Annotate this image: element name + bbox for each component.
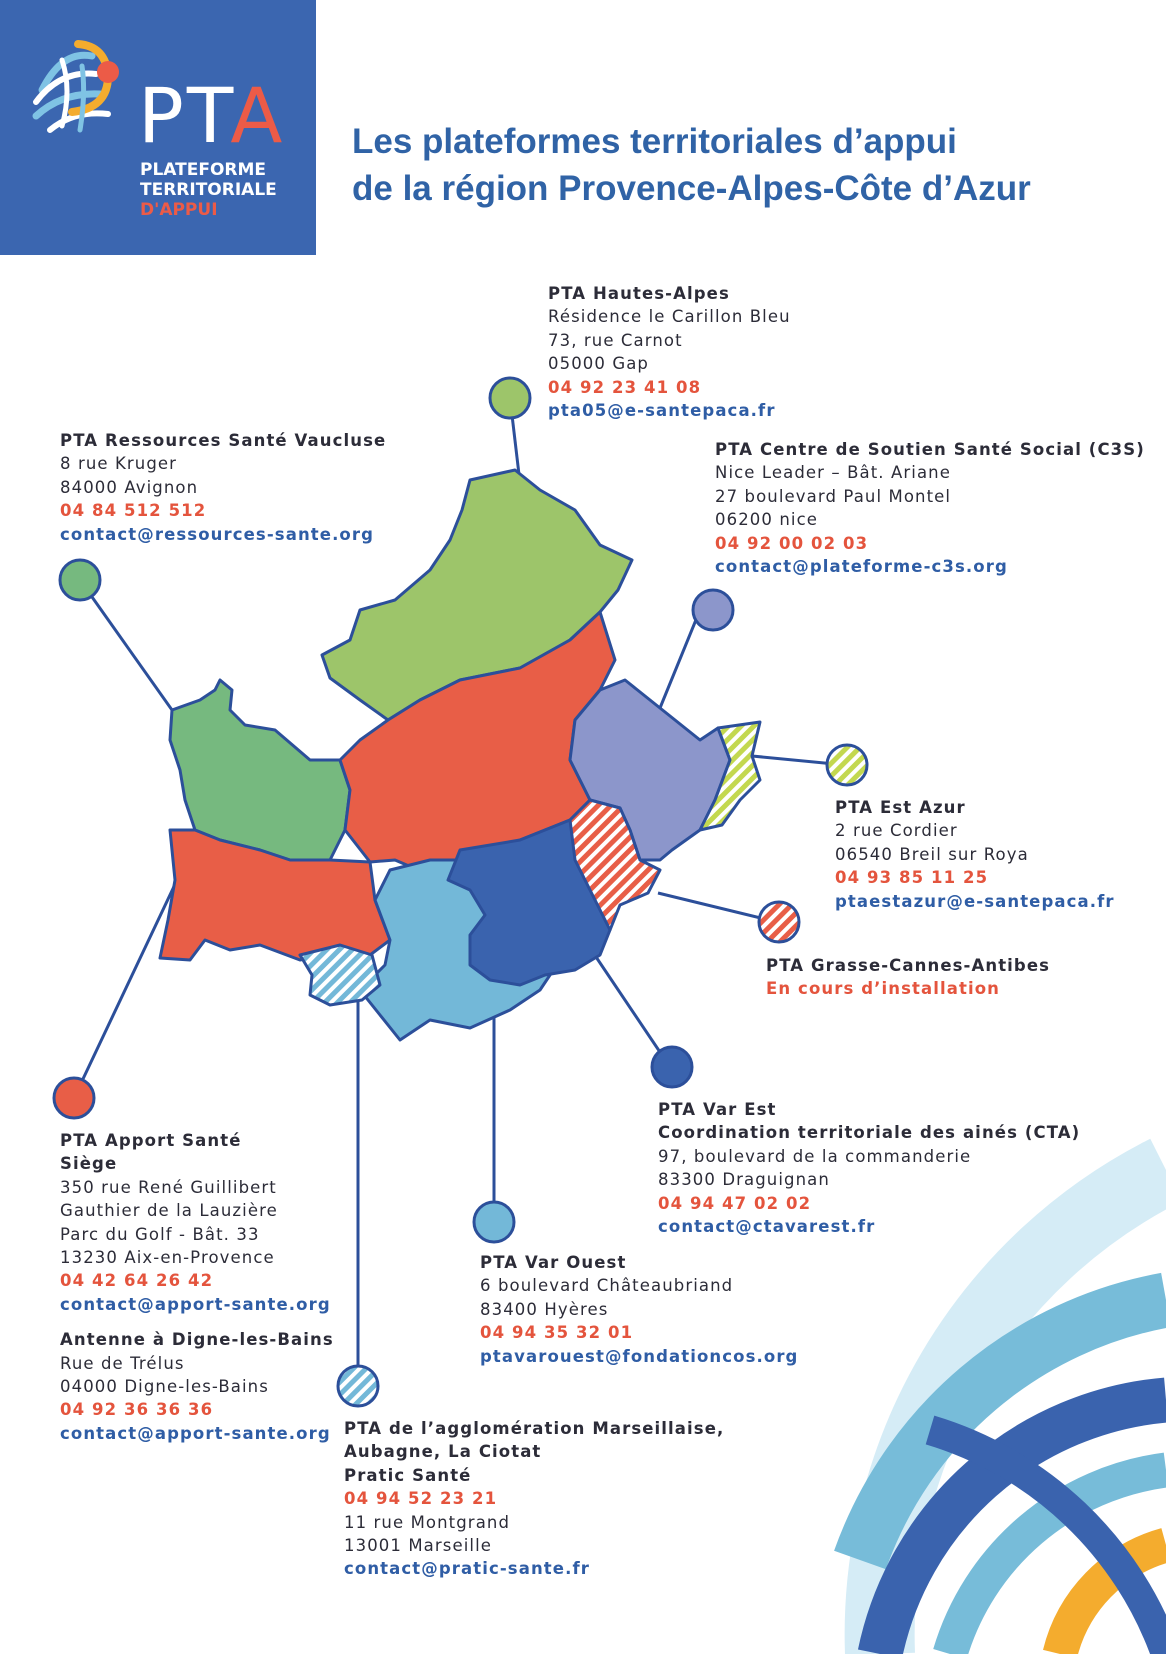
card-grasse-cannes-antibes <box>766 954 1050 1001</box>
card-phone[interactable]: 04 92 00 02 03 <box>715 533 869 553</box>
logo-line-2: TERRITORIALE <box>140 180 277 200</box>
card-phone[interactable]: 04 94 47 02 02 <box>658 1193 812 1213</box>
card-subtitle: Coordination territoriale des ainés (CTA) <box>658 1123 1081 1143</box>
card-address: 27 boulevard Paul Montel <box>715 486 952 506</box>
card-address: Résidence le Carillon Bleu <box>548 307 791 327</box>
card-address: 350 rue René Guillibert <box>60 1177 277 1197</box>
card-address: 11 rue Montgrand <box>344 1512 511 1532</box>
page-title-line-1: Les plateformes territoriales d’appui <box>352 122 957 161</box>
card-var-est <box>658 1098 1080 1238</box>
card-marseille <box>344 1417 724 1581</box>
card-email[interactable]: pta05@e-santepaca.fr <box>548 401 776 421</box>
card-city: 13001 Marseille <box>344 1536 493 1556</box>
card-hautes-alpes <box>548 282 791 422</box>
card-name: PTA Grasse-Cannes-Antibes <box>766 956 1051 975</box>
card-apport-sante <box>60 1129 334 1445</box>
card-phone[interactable]: 04 94 35 32 01 <box>480 1323 634 1343</box>
logo-line-1: PLATEFORME <box>140 160 267 180</box>
card-email[interactable]: contact@ressources-sante.org <box>60 524 375 544</box>
card-address: Nice Leader – Bât. Ariane <box>715 463 951 483</box>
card-name: PTA Var Est <box>658 1100 777 1119</box>
card-name: PTA Var Ouest <box>480 1253 627 1272</box>
card-phone[interactable]: 04 42 64 26 42 <box>60 1271 214 1291</box>
page-title-line-2: de la région Provence-Alpes-Côte d’Azur <box>352 169 1031 208</box>
card-address: 8 rue Kruger <box>60 454 178 474</box>
card-address: 73, rue Carnot <box>548 330 683 350</box>
card-phone[interactable]: 04 92 23 41 08 <box>548 377 702 397</box>
card-address: 2 rue Cordier <box>835 821 958 841</box>
card-email[interactable]: ptavarouest@fondationcos.org <box>480 1346 799 1366</box>
card-address: 6 boulevard Châteaubriand <box>480 1276 734 1296</box>
card-city: 84000 Avignon <box>60 477 199 497</box>
card-city: 83300 Draguignan <box>658 1170 830 1190</box>
card-email[interactable]: contact@ctavarest.fr <box>658 1217 876 1237</box>
card-city: 13230 Aix-en-Provence <box>60 1248 275 1268</box>
card-name: Pratic Santé <box>344 1465 472 1485</box>
card-name: PTA Hautes-Alpes <box>548 284 730 303</box>
card-city: 05000 Gap <box>548 354 650 374</box>
card-phone[interactable]: 04 84 512 512 <box>60 501 207 521</box>
card-var-ouest <box>480 1251 798 1368</box>
card-address: 97, boulevard de la commanderie <box>658 1146 972 1166</box>
card-antenna-name: Antenne à Digne-les-Bains <box>60 1330 334 1350</box>
card-phone[interactable]: 04 92 36 36 36 <box>60 1400 214 1420</box>
card-city: 04000 Digne-les-Bains <box>60 1377 269 1397</box>
card-email[interactable]: contact@apport-sante.org <box>60 1423 331 1443</box>
card-status: En cours d’installation <box>766 979 1001 999</box>
card-name: PTA de l’agglomération Marseillaise, <box>344 1419 725 1438</box>
card-email[interactable]: contact@pratic-sante.fr <box>344 1559 590 1579</box>
logo-acronym-accent: A <box>230 71 286 160</box>
card-c3s <box>715 438 1145 578</box>
card-address: Gauthier de la Lauzière <box>60 1201 278 1221</box>
card-email[interactable]: contact@apport-sante.org <box>60 1294 331 1314</box>
card-name: PTA Apport Santé <box>60 1131 242 1150</box>
card-phone[interactable]: 04 94 52 23 21 <box>344 1489 498 1509</box>
card-name: Aubagne, La Ciotat <box>344 1442 542 1462</box>
logo-line-3: D'APPUI <box>140 200 218 220</box>
card-address: Rue de Trélus <box>60 1353 185 1373</box>
card-name: PTA Ressources Santé Vaucluse <box>60 431 387 450</box>
logo-acronym-main: PT <box>138 71 231 160</box>
card-name: PTA Est Azur <box>835 798 966 817</box>
card-subtitle: Siège <box>60 1154 118 1174</box>
card-city: 83400 Hyères <box>480 1299 609 1319</box>
card-phone[interactable]: 04 93 85 11 25 <box>835 868 989 888</box>
card-name: PTA Centre de Soutien Santé Social (C3S) <box>715 440 1145 459</box>
card-est-azur <box>835 796 1115 913</box>
card-address: Parc du Golf - Bât. 33 <box>60 1224 260 1244</box>
card-city: 06540 Breil sur Roya <box>835 844 1029 864</box>
card-spacer <box>60 1316 334 1328</box>
card-vaucluse <box>60 429 386 546</box>
card-city: 06200 nice <box>715 510 818 530</box>
card-email[interactable]: contact@plateforme-c3s.org <box>715 557 1008 577</box>
card-email[interactable]: ptaestazur@e-santepaca.fr <box>835 891 1115 911</box>
